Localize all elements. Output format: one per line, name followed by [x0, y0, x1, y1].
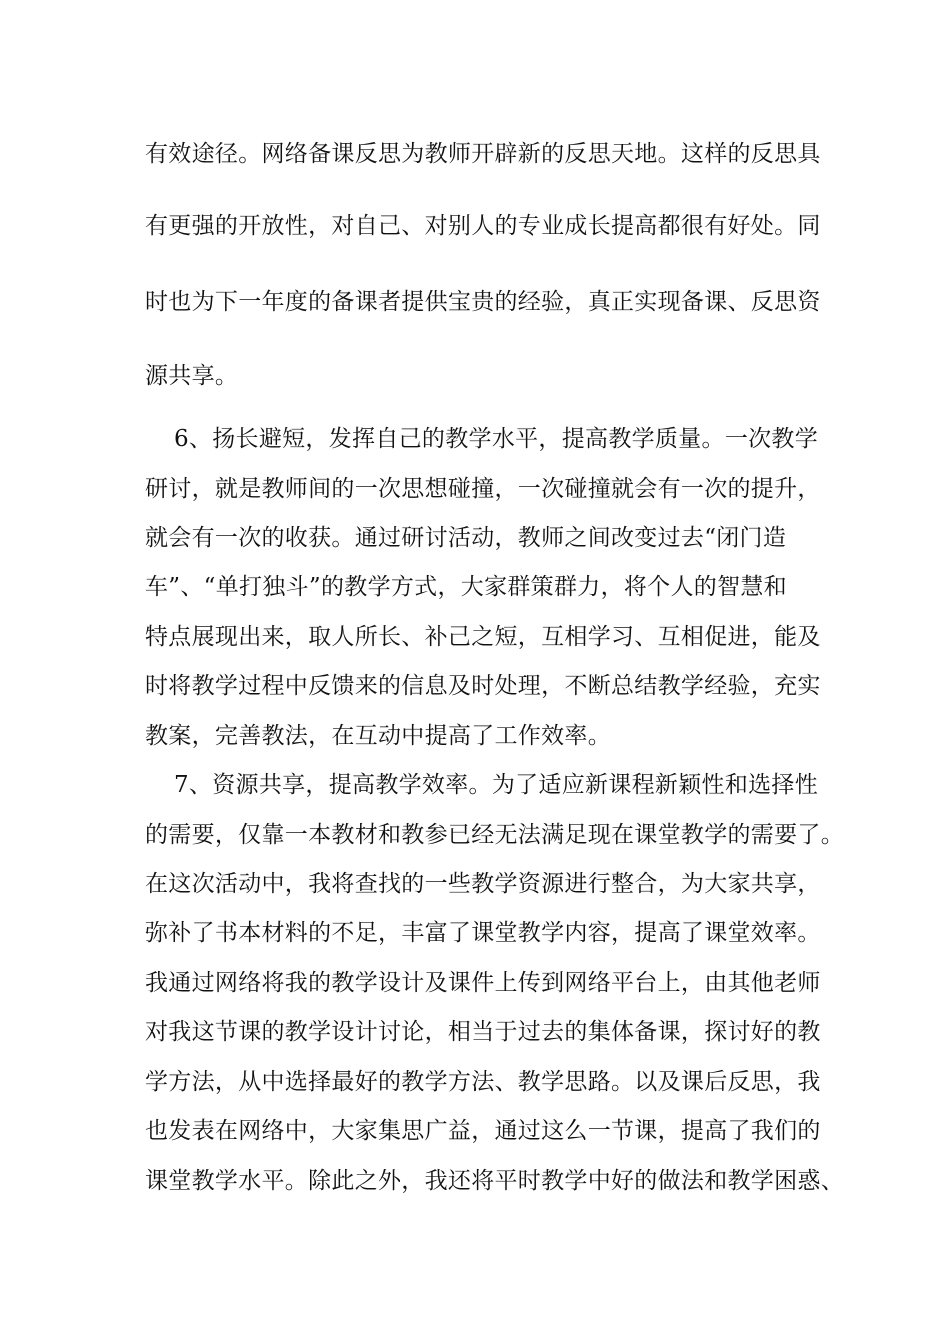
text-line: 车”、“单打独斗”的教学方式，大家群策群力，将个人的智慧和	[145, 574, 787, 600]
text-line: 课堂教学水平。除此之外，我还将平时教学中好的做法和教学困惑、	[145, 1168, 844, 1194]
text-line: 就会有一次的收获。通过研讨活动，教师之间改变过去“闭门造	[145, 525, 787, 551]
text-line: 时也为下一年度的备课者提供宝贵的经验，真正实现备课、反思资	[145, 289, 821, 315]
text-line: 教案，完善教法，在互动中提高了工作效率。	[145, 723, 611, 749]
text-line: 在这次活动中，我将查找的一些教学资源进行整合，为大家共享，	[145, 871, 821, 897]
text-line: 有更强的开放性，对自己、对别人的专业成长提高都很有好处。同	[145, 213, 821, 239]
text-line: 对我这节课的教学设计讨论，相当于过去的集体备课，探讨好的教	[145, 1019, 821, 1045]
text-line: 7、资源共享，提高教学效率。为了适应新课程新颖性和选择性	[174, 772, 819, 798]
text-line: 6、扬长避短，发挥自己的教学水平，提高教学质量。一次教学	[174, 426, 819, 452]
text-line: 时将教学过程中反馈来的信息及时处理，不断总结教学经验，充实	[145, 673, 821, 699]
text-line: 学方法，从中选择最好的教学方法、教学思路。以及课后反思，我	[145, 1069, 821, 1095]
text-line: 研讨，就是教师间的一次思想碰撞，一次碰撞就会有一次的提升，	[145, 476, 821, 502]
text-line: 的需要，仅靠一本教材和教参已经无法满足现在课堂教学的需要了。	[145, 822, 844, 848]
text-line: 也发表在网络中，大家集思广益，通过这么一节课，提高了我们的	[145, 1118, 821, 1144]
text-line: 特点展现出来，取人所长、补己之短，互相学习、互相促进，能及	[145, 624, 821, 650]
text-line: 源共享。	[145, 363, 239, 389]
text-line: 有效途径。网络备课反思为教师开辟新的反思天地。这样的反思具	[145, 141, 821, 167]
text-line: 我通过网络将我的教学设计及课件上传到网络平台上，由其他老师	[145, 970, 821, 996]
text-line: 弥补了书本材料的不足，丰富了课堂教学内容，提高了课堂效率。	[145, 920, 821, 946]
